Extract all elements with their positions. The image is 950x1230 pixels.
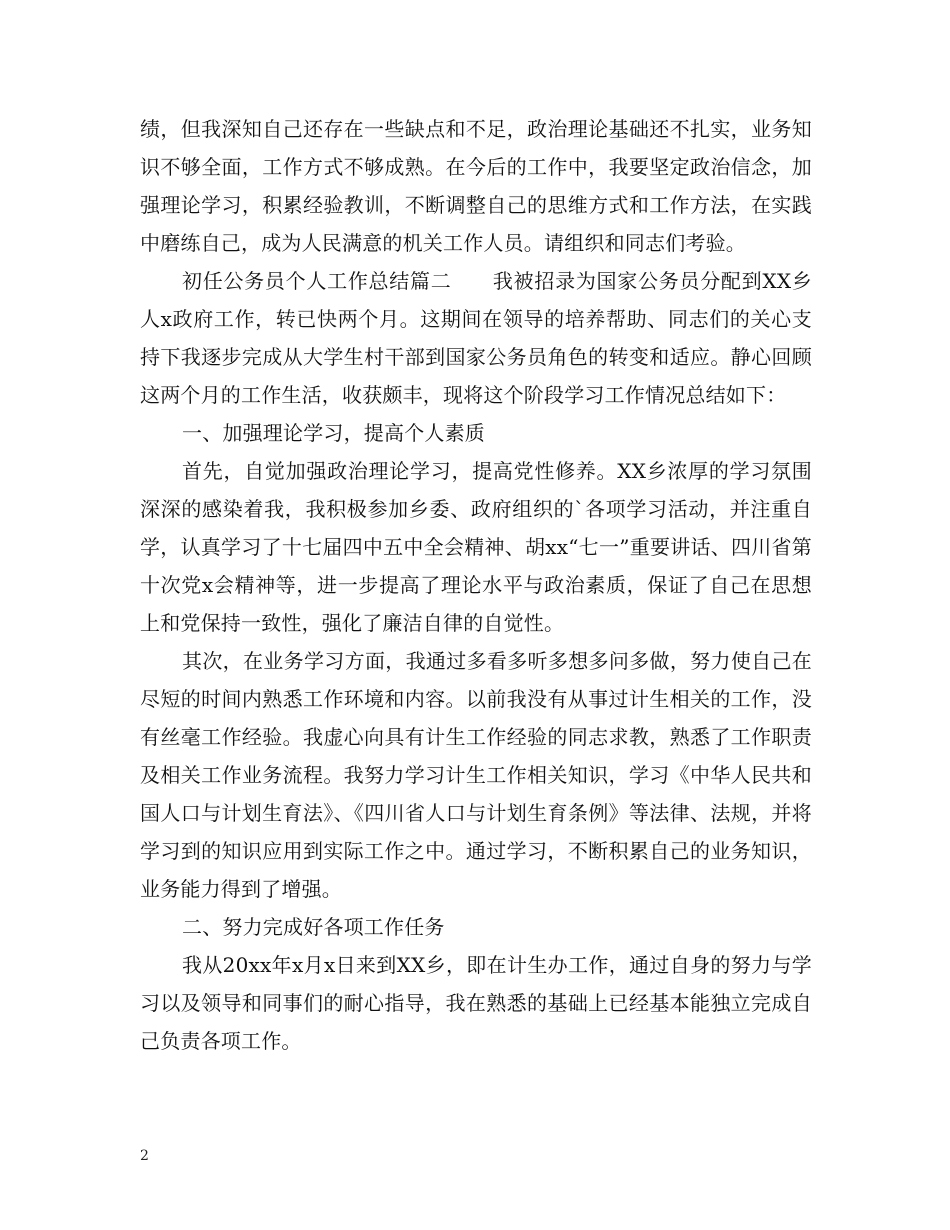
paragraph-2: 初任公务员个人工作总结篇二 我被招录为国家公务员分配到XX乡人x政府工作，转已快两个月。这期间在领导的培养帮助、同志们的关心支持下我逐步完成从大学生村干部到国家公务员角色的转变和适应。静心回顾这两个月的工作生活，收获颇丰，现将这个阶段学习工作情况总结如下：: [140, 269, 812, 407]
paragraph-5: 我从20xx年x月x日来到XX乡，即在计生办工作，通过自身的努力与学习以及领导和同事们的耐心指导，我在熟悉的基础上已经基本能独立完成自己负责各项工作。: [140, 953, 812, 1053]
page-number: 2: [140, 1148, 149, 1164]
section-heading-1: 一、加强理论学习，提高个人素质: [182, 421, 485, 445]
paragraph-3: 首先，自觉加强政治理论学习，提高党性修养。XX乡浓厚的学习氛围深深的感染着我，我积极参加乡委、政府组织的`各项学习活动，并注重自学，认真学习了十七届四中五中全会精神、胡xx“七一”重要讲话、四川省第十次党x会精神等，进一步提高了理论水平与政治素质，保证了自己在思想上和党保持一致性，强化了廉洁自律的自觉性。: [140, 459, 812, 635]
paragraph-4: 其次，在业务学习方面，我通过多看多听多想多问多做，努力使自己在尽短的时间内熟悉工作环境和内容。以前我没有从事过计生相关的工作，没有丝毫工作经验。我虚心向具有计生工作经验的同志求教，熟悉了工作职责及相关工作业务流程。我努力学习计生工作相关知识，学习《中华人民共和国人口与计划生育法》、《四川省人口与计划生育条例》等法律、法规，并将学习到的知识应用到实际工作之中。通过学习，不断积累自己的业务知识，业务能力得到了增强。: [140, 649, 812, 901]
document-body: [140, 110, 812, 1060]
section-heading-2: 二、努力完成好各项工作任务: [182, 915, 445, 939]
paragraph-1: 绩，但我深知自己还存在一些缺点和不足，政治理论基础还不扎实，业务知识不够全面，工作方式不够成熟。在今后的工作中，我要坚定政治信念，加强理论学习，积累经验教训，不断调整自己的思维方式和工作方法，在实践中磨练自己，成为人民满意的机关工作人员。请组织和同志们考验。: [140, 117, 812, 255]
